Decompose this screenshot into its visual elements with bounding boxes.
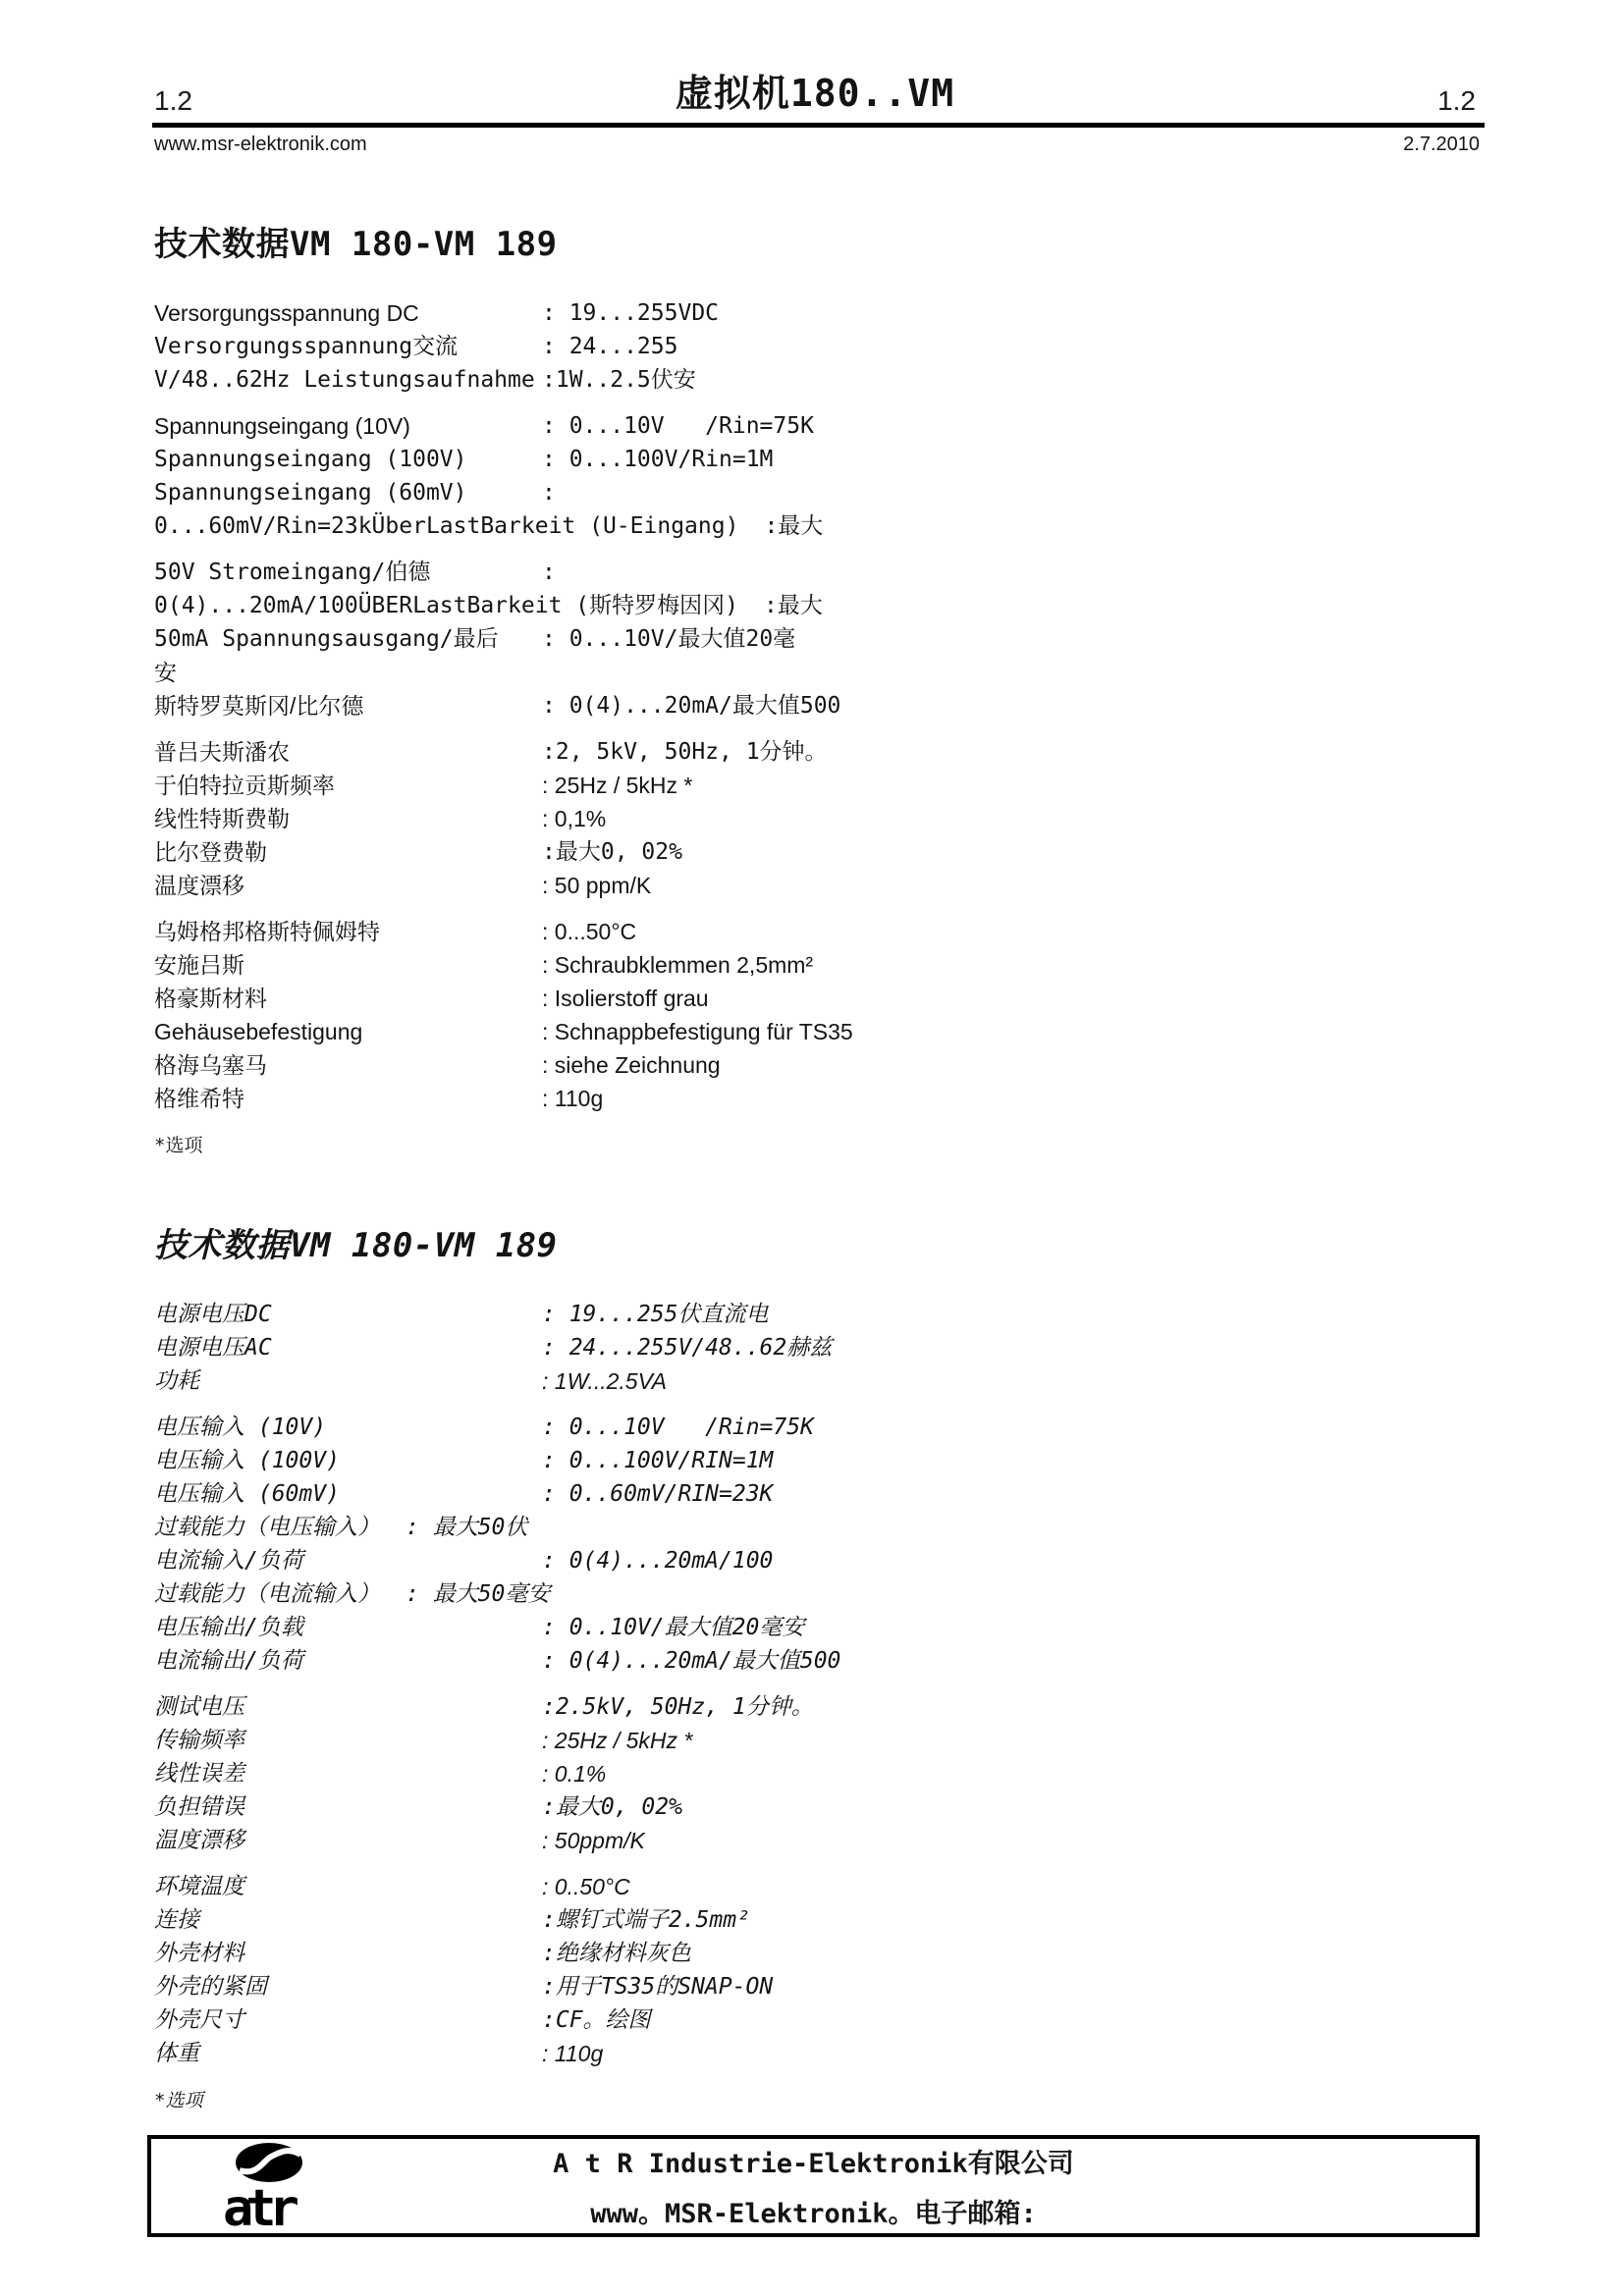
spec-label: 于伯特拉贡斯频率 bbox=[154, 773, 335, 798]
revision-date: 2.7.2010 bbox=[1403, 133, 1480, 155]
spec-row bbox=[154, 1790, 1486, 1824]
spec-label: 电流输入/负荷 bbox=[154, 1548, 303, 1574]
spec-label: 50V Stromeingang/伯德 bbox=[154, 560, 431, 585]
svg-text:atr: atr bbox=[223, 2179, 292, 2235]
spec-label: 温度漂移 bbox=[154, 873, 244, 898]
spec-value: : 0(4)...20mA/100 bbox=[542, 1548, 774, 1574]
spec-label: 普吕夫斯潘农 bbox=[154, 739, 290, 765]
spec-row bbox=[154, 689, 1486, 722]
section-title-chinese: 技术数据VM 180-VM 189 bbox=[154, 1226, 558, 1265]
spec-label: 电源电压DC bbox=[154, 1302, 272, 1327]
spec-row bbox=[154, 1757, 1486, 1790]
footer-text bbox=[151, 2139, 1476, 2233]
website-url: www.msr-elektronik.com bbox=[154, 133, 367, 155]
spec-label: 乌姆格邦格斯特佩姆特 bbox=[154, 919, 380, 944]
page-number-right: 1.2 bbox=[1437, 85, 1476, 116]
spec-row bbox=[154, 589, 1486, 622]
footer-company-line: A t R Industrie-Elektronik有限公司 bbox=[553, 2149, 1074, 2179]
spec-row bbox=[154, 1015, 1486, 1048]
spec-value: : 110g bbox=[542, 2041, 604, 2066]
spec-label: 外壳材料 bbox=[154, 1941, 244, 1966]
spec-row bbox=[154, 948, 1486, 982]
spec-value: : 0..10V/最大值20毫安 bbox=[542, 1615, 805, 1640]
spec-label: Spannungseingang (60mV) bbox=[154, 480, 467, 506]
spec-row bbox=[154, 330, 1486, 363]
spec-label: 体重 bbox=[154, 2041, 199, 2066]
spec-value: :最大0, 02% bbox=[542, 1794, 682, 1820]
spec-value: : Schraubklemmen 2,5mm² bbox=[542, 952, 814, 978]
spec-value: : 0,1% bbox=[542, 806, 607, 831]
spec-row bbox=[154, 1364, 1486, 1398]
spec-label: 0...60mV/Rin=23kÜberLastBarkeit (U-Eingang) bbox=[154, 513, 739, 539]
spec-value: : 0.1% bbox=[542, 1761, 607, 1787]
spec-value: : 50ppm/K bbox=[542, 1828, 645, 1853]
spec-row bbox=[154, 1970, 1486, 2003]
spec-label: 温度漂移 bbox=[154, 1828, 244, 1853]
spec-row bbox=[154, 1511, 1486, 1544]
spec-row bbox=[154, 1298, 1486, 1331]
sub-header bbox=[0, 128, 1623, 156]
spec-value: : 0...10V /Rin=75K bbox=[542, 413, 814, 439]
spec-label: 50mA Spannungsausgang/最后 bbox=[154, 626, 499, 652]
section-title-german: 技术数据VM 180-VM 189 bbox=[154, 225, 558, 264]
spec-label: 环境温度 bbox=[154, 1874, 244, 1899]
spec-label: 格豪斯材料 bbox=[154, 986, 267, 1011]
spec-row bbox=[154, 1690, 1486, 1724]
spec-row bbox=[154, 1937, 1486, 1970]
spec-label: Versorgungsspannung交流 bbox=[154, 334, 459, 359]
spec-value: : 0..50°C bbox=[542, 1874, 630, 1899]
spec-label: 功耗 bbox=[154, 1368, 199, 1394]
spec-row bbox=[154, 443, 1486, 476]
spec-value: : 0(4)...20mA/最大值500 bbox=[542, 693, 841, 719]
spec-value: : 0...100V/Rin=1M bbox=[542, 447, 774, 472]
spec-row bbox=[154, 1444, 1486, 1477]
spec-row bbox=[154, 1577, 1486, 1611]
spec-row bbox=[154, 1082, 1486, 1115]
spec-label: 外壳尺寸 bbox=[154, 2007, 244, 2033]
spec-value: : 50 ppm/K bbox=[542, 873, 652, 898]
spec-value: : 25Hz / 5kHz * bbox=[542, 773, 693, 798]
spec-row bbox=[154, 509, 1486, 543]
spec-row bbox=[154, 769, 1486, 802]
spec-value: : Schnappbefestigung für TS35 bbox=[542, 1019, 853, 1044]
spec-value: :CF。绘图 bbox=[542, 2007, 651, 2033]
spec-value: : 最大50伏 bbox=[406, 1515, 528, 1540]
spec-value: : 0...10V /Rin=75K bbox=[542, 1415, 814, 1440]
spec-label: 格海乌塞马 bbox=[154, 1052, 267, 1078]
spec-label: 测试电压 bbox=[154, 1694, 244, 1720]
spec-value: : 0...50°C bbox=[542, 919, 637, 944]
spec-value: : 0...100V/RIN=1M bbox=[542, 1448, 774, 1473]
spec-label: 外壳的紧固 bbox=[154, 1974, 267, 2000]
spec-label: 电压输入 (100V) bbox=[154, 1448, 340, 1473]
spec-table-chinese bbox=[154, 1298, 1486, 2070]
spec-value: : 最大50毫安 bbox=[406, 1581, 551, 1607]
spec-row bbox=[154, 409, 1486, 443]
spec-row bbox=[154, 1870, 1486, 1903]
spec-value: :螺钉式端子2.5mm² bbox=[542, 1907, 750, 1933]
spec-row bbox=[154, 1411, 1486, 1444]
spec-label: 传输频率 bbox=[154, 1728, 244, 1753]
spec-value: :最大 bbox=[764, 513, 824, 539]
spec-label: Spannungseingang (100V) bbox=[154, 447, 467, 472]
spec-row bbox=[154, 1824, 1486, 1857]
spec-row bbox=[154, 2003, 1486, 2037]
spec-value: :2, 5kV, 50Hz, 1分钟。 bbox=[542, 739, 828, 765]
spec-row bbox=[154, 735, 1486, 769]
spec-label: 电源电压AC bbox=[154, 1335, 272, 1361]
footnote-option: *选项 bbox=[154, 1135, 203, 1156]
spec-label: 负担错误 bbox=[154, 1794, 244, 1820]
spec-label: Spannungseingang (10V) bbox=[154, 413, 410, 439]
spec-label: 电流输出/负荷 bbox=[154, 1648, 303, 1674]
spec-row bbox=[154, 556, 1486, 589]
spec-label: 电压输入 (60mV) bbox=[154, 1481, 340, 1507]
spec-row bbox=[154, 1544, 1486, 1577]
document-title: 虚拟机180..VM bbox=[675, 72, 955, 115]
spec-row bbox=[154, 869, 1486, 902]
spec-value: :用于TS35的SNAP-ON bbox=[542, 1974, 774, 2000]
spec-row bbox=[154, 1331, 1486, 1364]
spec-label: 连接 bbox=[154, 1907, 199, 1933]
spec-row bbox=[154, 476, 1486, 509]
spec-value: :绝缘材料灰色 bbox=[542, 1941, 691, 1966]
spec-label: 过载能力（电压输入） bbox=[154, 1515, 380, 1540]
spec-row bbox=[154, 982, 1486, 1015]
spec-row bbox=[154, 1477, 1486, 1511]
section-german-specs bbox=[0, 217, 1623, 1157]
spec-row bbox=[154, 1611, 1486, 1644]
spec-label: 过载能力（电流输入） bbox=[154, 1581, 380, 1607]
spec-value: : 110g bbox=[542, 1086, 604, 1111]
spec-row bbox=[154, 2037, 1486, 2070]
spec-label: 安 bbox=[154, 660, 177, 685]
spec-row bbox=[154, 656, 1486, 689]
spec-value: : 24...255V/48..62赫兹 bbox=[542, 1335, 833, 1361]
spec-row bbox=[154, 835, 1486, 869]
spec-value: :1W..2.5伏安 bbox=[542, 367, 696, 393]
spec-label: V/48..62Hz Leistungsaufnahme bbox=[154, 367, 535, 393]
footer-box bbox=[147, 2135, 1480, 2237]
spec-row bbox=[154, 296, 1486, 330]
spec-label: 电压输出/负载 bbox=[154, 1615, 303, 1640]
spec-label: 安施吕斯 bbox=[154, 952, 244, 978]
spec-label: Gehäusebefestigung bbox=[154, 1019, 363, 1044]
spec-value: :2.5kV, 50Hz, 1分钟。 bbox=[542, 1694, 814, 1720]
spec-row bbox=[154, 1644, 1486, 1678]
spec-row bbox=[154, 915, 1486, 948]
spec-label: 线性误差 bbox=[154, 1761, 244, 1787]
spec-label: 斯特罗莫斯冈/比尔德 bbox=[154, 693, 364, 719]
page-header bbox=[0, 0, 1623, 123]
spec-row bbox=[154, 1903, 1486, 1937]
spec-value: : 0..60mV/RIN=23K bbox=[542, 1481, 774, 1507]
spec-value: : 19...255VDC bbox=[542, 300, 720, 326]
spec-value: :最大0, 02% bbox=[542, 839, 682, 865]
spec-value: :最大 bbox=[763, 593, 823, 618]
spec-row bbox=[154, 1048, 1486, 1082]
spec-row bbox=[154, 622, 1486, 656]
atr-logo-icon bbox=[205, 2141, 333, 2235]
spec-value: : 0(4)...20mA/最大值500 bbox=[542, 1648, 841, 1674]
spec-value: : 19...255伏直流电 bbox=[542, 1302, 769, 1327]
spec-row bbox=[154, 802, 1486, 835]
spec-value: : 24...255 bbox=[542, 334, 678, 359]
section-chinese-specs bbox=[0, 1218, 1623, 2112]
spec-value: : bbox=[542, 560, 556, 585]
spec-value: : bbox=[542, 480, 556, 506]
spec-label: 格维希特 bbox=[154, 1086, 244, 1111]
spec-value: : 0...10V/最大值20毫 bbox=[542, 626, 796, 652]
spec-table-german bbox=[154, 296, 1486, 1115]
footer-contact-line: www。MSR-Elektronik。电子邮箱: bbox=[590, 2199, 1037, 2229]
spec-label: Versorgungsspannung DC bbox=[154, 300, 419, 326]
spec-row bbox=[154, 363, 1486, 397]
spec-value: : Isolierstoff grau bbox=[542, 986, 709, 1011]
spec-label: 线性特斯费勒 bbox=[154, 806, 290, 831]
spec-label: 电压输入 (10V) bbox=[154, 1415, 327, 1440]
spec-value: : 1W...2.5VA bbox=[542, 1368, 667, 1394]
spec-value bbox=[542, 656, 1486, 689]
spec-label: 0(4)...20mA/100ÜBERLastBarkeit (斯特罗梅因冈) bbox=[154, 593, 738, 618]
spec-value: : siehe Zeichnung bbox=[542, 1052, 721, 1078]
footnote-option: *选项 bbox=[154, 2090, 203, 2111]
spec-value: : 25Hz / 5kHz * bbox=[542, 1728, 693, 1753]
spec-label: 比尔登费勒 bbox=[154, 839, 267, 865]
page-number-left: 1.2 bbox=[154, 85, 192, 116]
spec-row bbox=[154, 1724, 1486, 1757]
